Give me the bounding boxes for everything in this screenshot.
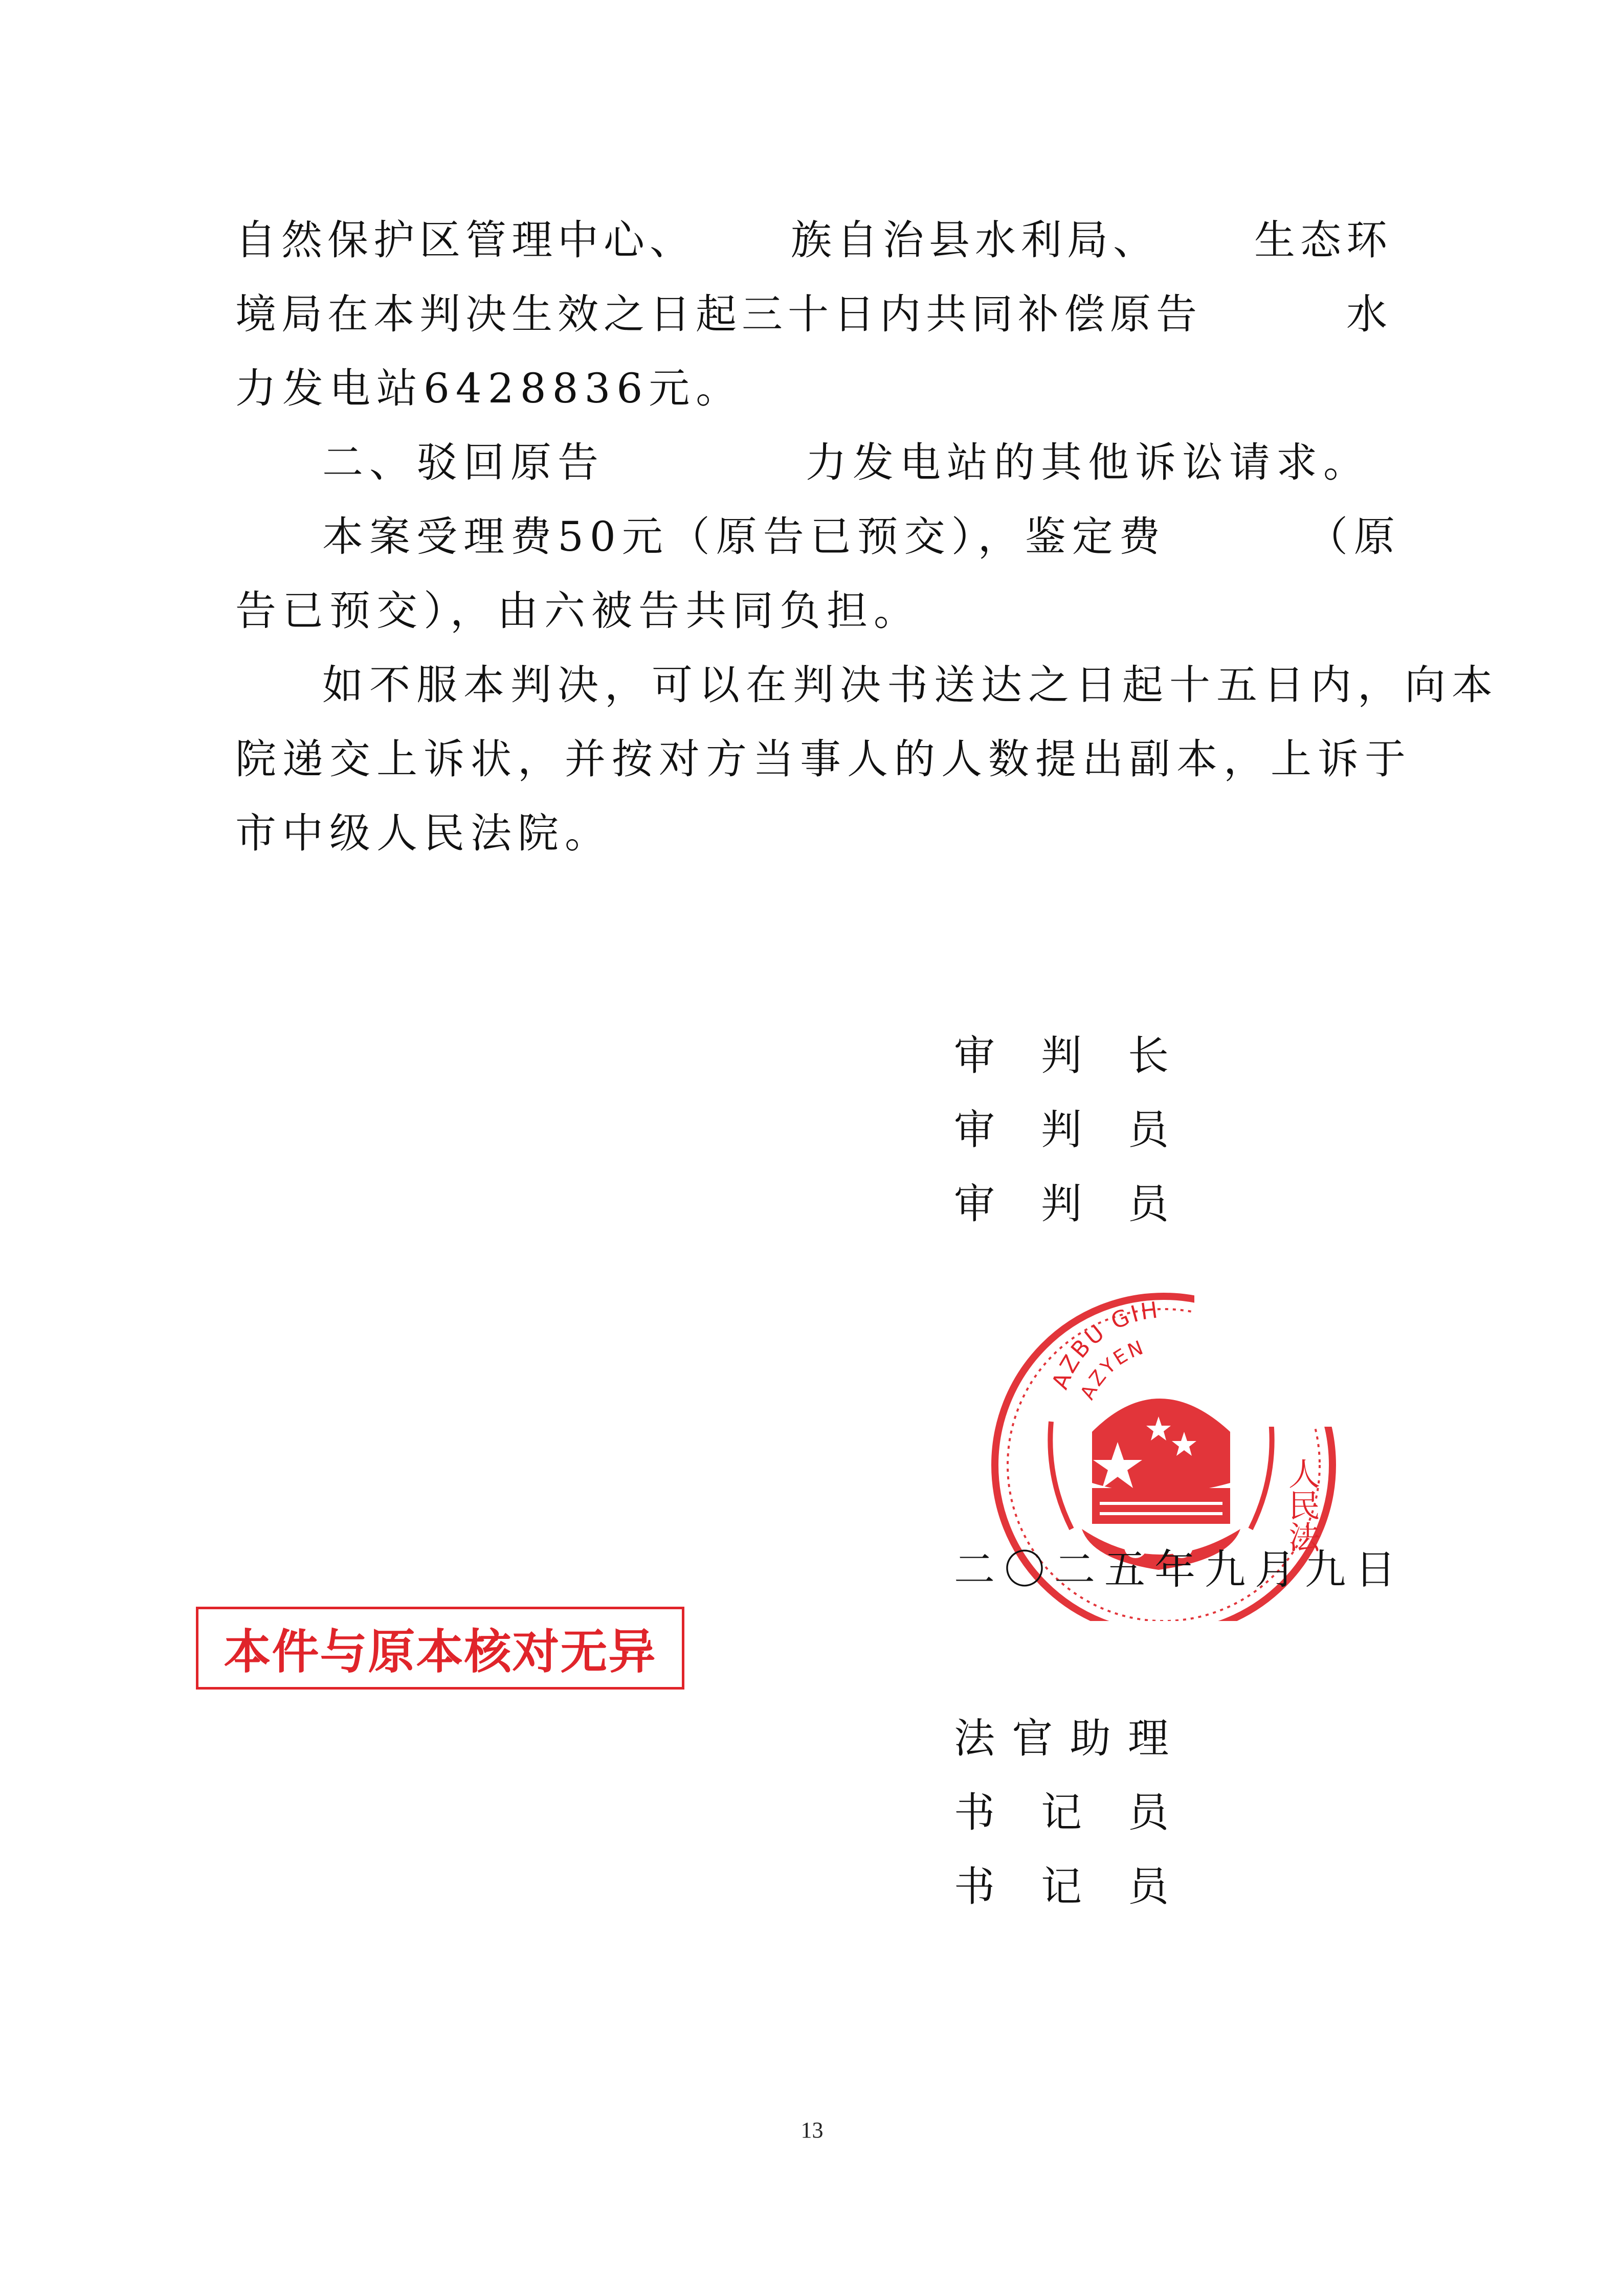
- signature-char: 官: [1012, 1715, 1053, 1762]
- signature-char: 员: [1128, 1789, 1169, 1836]
- signature-clerk-2: [954, 1859, 1169, 1915]
- seal-text-inner: AZYEN: [1076, 1335, 1148, 1403]
- signature-char: 判: [1041, 1180, 1082, 1228]
- paragraph-1-line-3: 力发电站6428836元。: [235, 365, 743, 412]
- signature-char: 理: [1127, 1715, 1169, 1762]
- signature-presiding-judge: [954, 1028, 1169, 1084]
- paragraph-3-line-2: 告已预交），由六被告共同负担。: [235, 587, 921, 635]
- signature-char: 书: [954, 1863, 995, 1910]
- signature-char: 记: [1041, 1863, 1082, 1910]
- seal-text-top: AZBU GIH: [1047, 1297, 1162, 1393]
- signature-char: 员: [1128, 1863, 1169, 1910]
- paragraph-2-part-1: 二、驳回原告: [322, 439, 605, 486]
- paragraph-4-line-3: 市中级人民法院。: [235, 809, 612, 857]
- signature-char: 员: [1128, 1180, 1169, 1228]
- signature-char: 审: [954, 1032, 995, 1079]
- signature-char: 记: [1041, 1789, 1082, 1836]
- signature-char: 判: [1041, 1106, 1082, 1154]
- signature-char: 法: [954, 1715, 995, 1762]
- paragraph-3-line-1-part-1: 本案受理费50元（原告已预交），鉴定费: [322, 513, 1166, 560]
- judgment-date: 二〇二五年九月九日: [954, 1546, 1405, 1593]
- text-segment: 境局在本判决生效之日起三十日内共同补偿原告: [235, 290, 1202, 338]
- signature-char: 长: [1128, 1032, 1169, 1079]
- text-segment: 族自治县水利局、: [791, 216, 1159, 264]
- signature-clerk-1: [954, 1785, 1169, 1841]
- signature-char: 审: [954, 1106, 995, 1154]
- paragraph-1-line-2: [235, 286, 1392, 343]
- signature-char: 判: [1041, 1032, 1082, 1079]
- text-segment: 水: [1346, 290, 1392, 338]
- paragraph-4-line-1: 如不服本判决，可以在判决书送达之日起十五日内，向本: [322, 661, 1499, 709]
- signature-judge-2: [954, 1176, 1169, 1232]
- paragraph-3-line-1-part-2: （原: [1307, 513, 1401, 560]
- paragraph-2-part-2: 力发电站的其他诉讼请求。: [806, 439, 1370, 486]
- seal-text-right: 人民法: [1283, 1457, 1321, 1552]
- text-segment: 自然保护区管理中心、: [235, 216, 696, 264]
- paragraph-1-line-1: [235, 212, 1392, 268]
- text-segment: 生态环: [1254, 216, 1392, 264]
- signature-char: 助: [1070, 1715, 1111, 1762]
- signature-judge-1: [954, 1102, 1169, 1158]
- signature-char: 审: [954, 1180, 995, 1228]
- signature-char: 员: [1128, 1106, 1169, 1154]
- page-number: 13: [800, 2118, 824, 2143]
- certification-text: 本件与原本核对无异: [224, 1625, 657, 1679]
- paragraph-4-line-2: 院递交上诉状，并按对方当事人的人数提出副本，上诉于: [235, 735, 1412, 783]
- signature-char: 书: [954, 1789, 995, 1836]
- certification-stamp: [196, 1607, 684, 1690]
- signature-judicial-assistant: [954, 1710, 1169, 1767]
